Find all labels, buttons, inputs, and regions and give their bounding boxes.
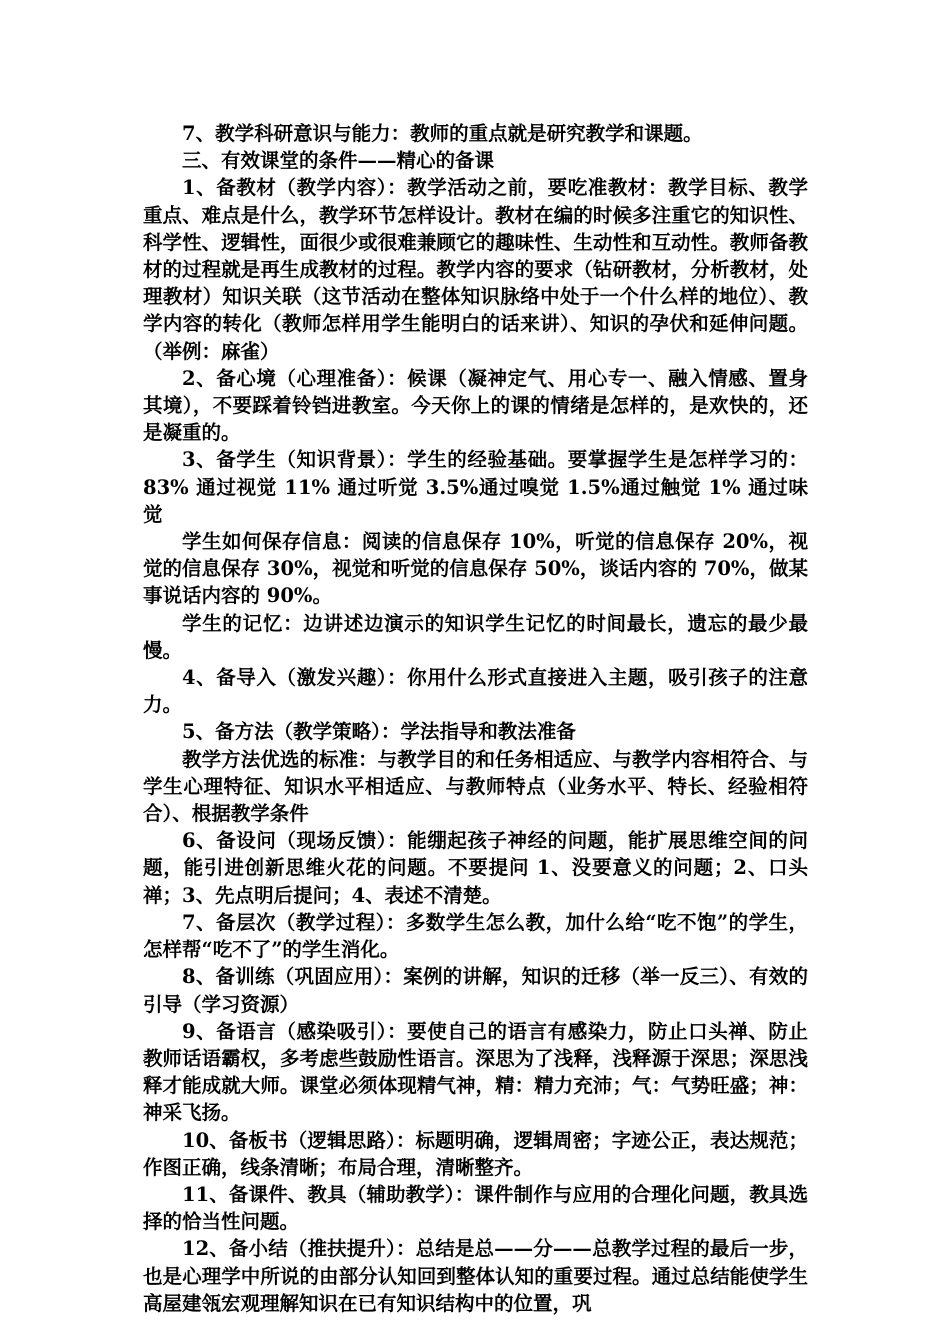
paragraph-prepare-introduction: 4、备导入（激发兴趣）：你用什么形式直接进入主题，吸引孩子的注意力。 (143, 666, 808, 717)
paragraph-prepare-courseware: 11、备课件、教具（辅助教学）：课件制作与应用的合理化问题，教具选择的恰当性问题。 (143, 1182, 808, 1234)
paragraph-prepare-language: 9、备语言（感染吸引）：要使自己的语言有感染力，防止口头禅、防止教师话语霸权，多考虑些鼓励性语言。深思为了浅释，浅释源于深思；深思浅释才能成就大师。课堂必须体现精气神，精：精力充沛；气：气势旺盛；神：神采飞扬。 (143, 1019, 808, 1125)
paragraph-prepare-mindset: 2、备心境（心理准备）：候课（凝神定气、用心专一、融入情感、置身其境），不要踩着铃铛进教室。今天你上的课的情绪是怎样的，是欢快的，还是凝重的。 (143, 366, 808, 445)
paragraph-prepare-summary: 12、备小结（推扶提升）：总结是总——分——总教学过程的最后一步，也是心理学中所说的由部分认知回到整体认知的重要过程。通过总结能使学生高屋建瓴宏观理解知识在已有知识结构中的位置，巩 (143, 1237, 808, 1315)
paragraph-method-criteria: 教学方法优选的标准：与教学目的和任务相适应、与教学内容相符合、与学生心理特征、知识水平相适应、与教师特点（业务水平、特长、经验相符合）、根据教学条件 (143, 747, 808, 826)
paragraph-prepare-methods: 5、备方法（教学策略）：学法指导和教法准备 (182, 720, 576, 744)
section-heading-lesson-prep: 三、有效课堂的条件——精心的备课 (182, 149, 495, 173)
document-body (143, 120, 808, 1317)
paragraph-student-memory: 学生的记忆：边讲述边演示的知识学生记忆的时间最长，遗忘的最少最慢。 (143, 611, 808, 662)
paragraph-information-retention: 学生如何保存信息：阅读的信息保存 10%，听觉的信息保存 20%，视觉的信息保存 30%，视觉和听觉的信息保存 50%，谈话内容的 70%，做某事说话内容的 90%。 (143, 530, 808, 608)
paragraph-prepare-training: 8、备训练（巩固应用）：案例的讲解，知识的迁移（举一反三）、有效的引导（学习资源） (143, 965, 808, 1016)
paragraph-prepare-students: 3、备学生（知识背景）：学生的经验基础。要掌握学生是怎样学习的：83% 通过视觉 11% 通过听觉 3.5%通过嗅觉 1.5%通过触觉 1% 通过味觉 (143, 448, 808, 526)
paragraph-prepare-levels: 7、备层次（教学过程）：多数学生怎么教，加什么给“吃不饱”的学生，怎样帮“吃不了”的学生消化。 (143, 910, 808, 962)
paragraph-prepare-questions: 6、备设问（现场反馈）：能绷起孩子神经的问题，能扩展思维空间的问题，能引进创新思维火花的问题。不要提问 1、没要意义的问题；2、口头禅；3、先点明后提问；4、表述不清楚。 (143, 829, 808, 907)
paragraph-prepare-materials: 1、备教材（教学内容）：教学活动之前，要吃准教材：教学目标、教学重点、难点是什么，教学环节怎样设计。教材在编的时候多注重它的知识性、科学性、逻辑性，面很少或很难兼顾它的趣味性、生动性和互动性。教师备教材的过程就是再生成教材的过程。教学内容的要求（钻研教材，分析教材，处理教材）知识关联（这节活动在整体知识脉络中处于一个什么样的地位）、教学内容的转化（教师怎样用学生能明白的话来讲）、知识的孕伏和延伸问题。（举例：麻雀） (143, 176, 808, 363)
paragraph-research-ability: 7、教学科研意识与能力：教师的重点就是研究教学和课题。 (182, 122, 703, 145)
paragraph-prepare-blackboard: 10、备板书（逻辑思路）：标题明确，逻辑周密；字迹公正，表达规范；作图正确，线条清晰；布局合理，清晰整齐。 (143, 1128, 808, 1179)
